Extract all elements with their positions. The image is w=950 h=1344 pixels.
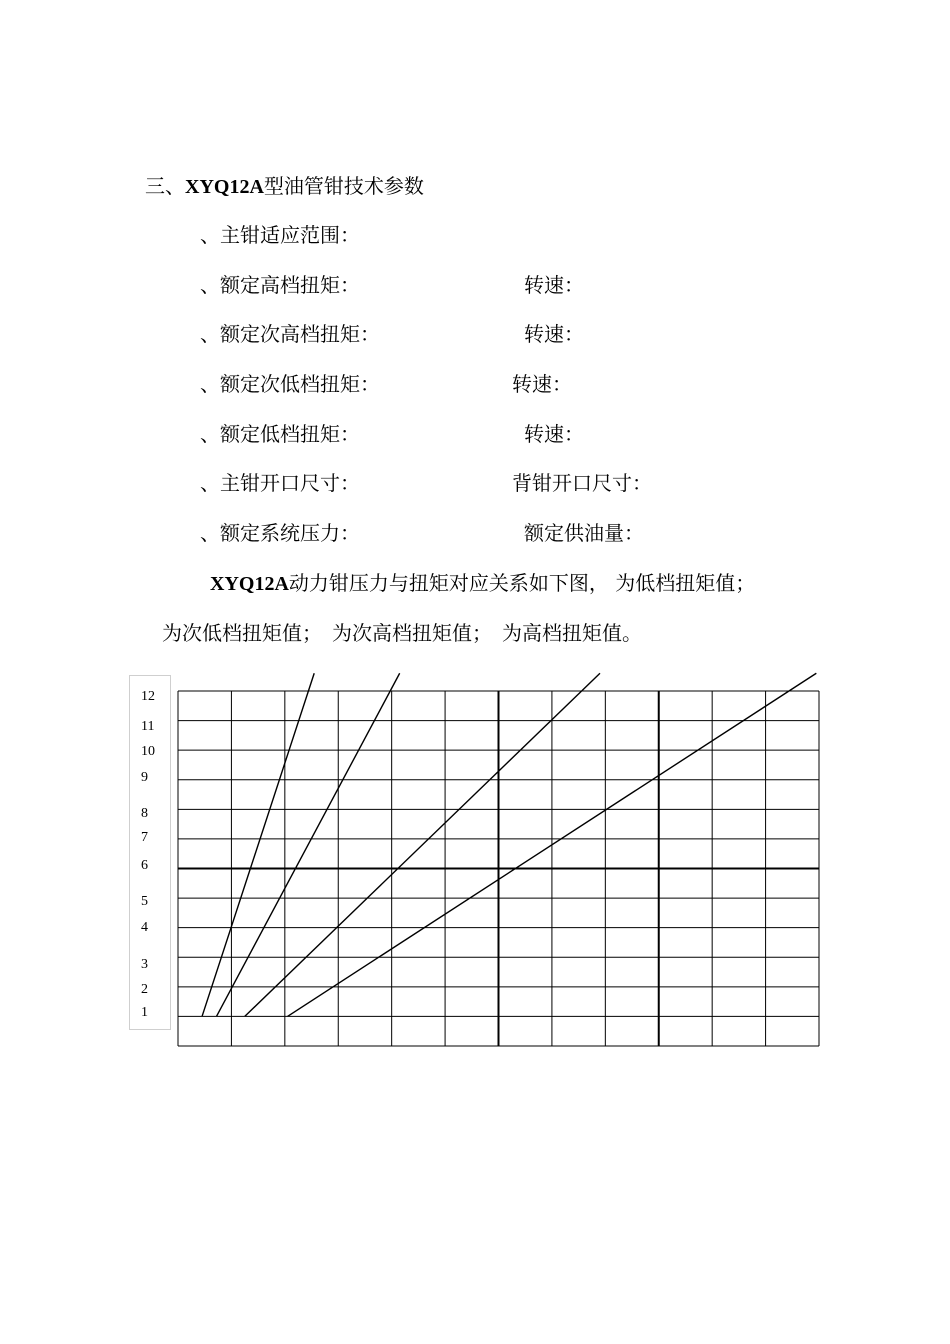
item-label-2: 、额定高档扭矩： xyxy=(200,273,360,297)
y-tick-label: 3 xyxy=(141,957,148,972)
heading-model: XYQ12A xyxy=(185,176,264,198)
item-right-7: 额定供油量： xyxy=(524,521,644,545)
paragraph-model: XYQ12A xyxy=(210,573,289,595)
item-label-7: 、额定系统压力： xyxy=(200,521,360,545)
item-right-5: 转速： xyxy=(524,422,584,446)
item-label-4: 、额定次低档扭矩： xyxy=(200,372,380,396)
item-right-2: 转速： xyxy=(524,273,584,297)
y-tick-label: 7 xyxy=(141,830,148,845)
y-tick-label: 8 xyxy=(141,806,148,821)
item-label-1: 、主钳适应范围： xyxy=(200,223,360,247)
item-right-6: 背钳开口尺寸： xyxy=(512,471,652,495)
paragraph-text-1: 动力钳压力与扭矩对应关系如下图， 为低档扭矩值； xyxy=(288,571,756,595)
chart-grid xyxy=(178,691,819,1046)
y-tick-label: 5 xyxy=(141,894,148,909)
y-tick-label: 9 xyxy=(141,770,148,785)
chart-series xyxy=(202,673,816,1016)
item-label-6: 、主钳开口尺寸： xyxy=(200,471,360,495)
y-tick-label: 1 xyxy=(141,1005,148,1020)
y-tick-label: 6 xyxy=(141,858,148,873)
y-tick-label: 12 xyxy=(141,689,155,704)
y-tick-label: 4 xyxy=(141,920,148,935)
paragraph-line-2: 为次低档扭矩值； 为次高档扭矩值； 为高档扭矩值。 xyxy=(162,621,642,645)
item-right-3: 转速： xyxy=(524,322,584,346)
item-right-4: 转速： xyxy=(512,372,572,396)
y-tick-label: 10 xyxy=(141,744,155,759)
item-label-5: 、额定低档扭矩： xyxy=(200,422,360,446)
heading-suffix: 型油管钳技术参数 xyxy=(263,174,424,198)
y-tick-label: 11 xyxy=(141,719,155,734)
item-label-3: 、额定次高档扭矩： xyxy=(200,322,380,346)
heading-prefix: 三、 xyxy=(145,174,185,198)
y-tick-label: 2 xyxy=(141,982,148,997)
series-line xyxy=(216,673,399,1016)
